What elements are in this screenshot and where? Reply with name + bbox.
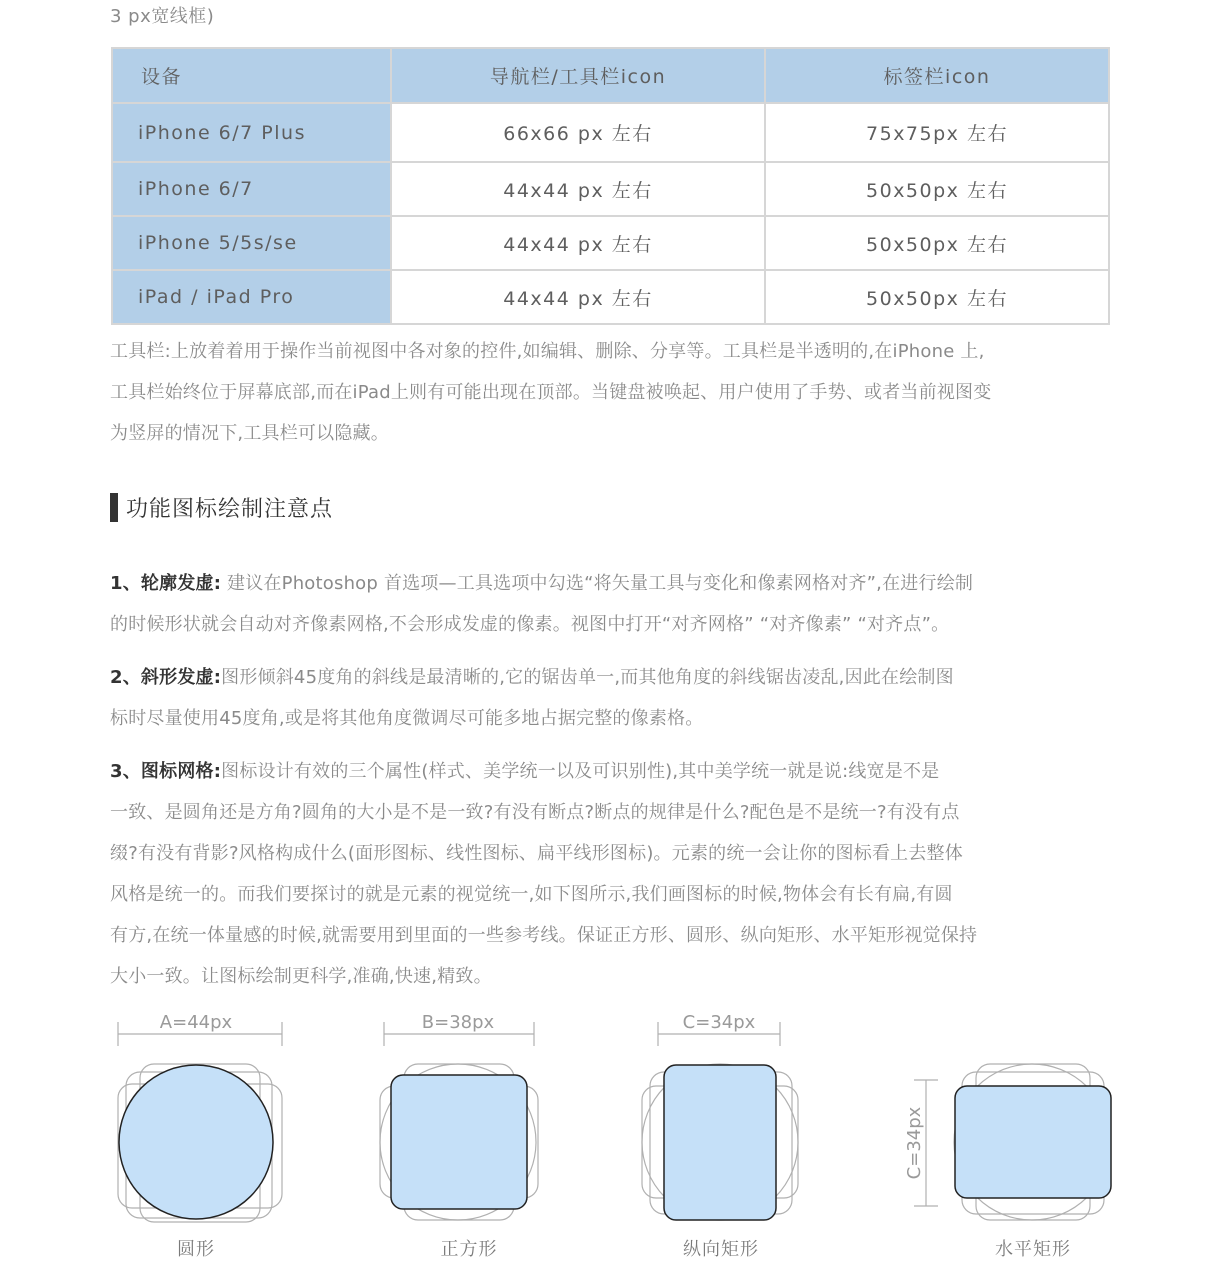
point-label: 3、图标网格:: [110, 761, 222, 782]
table-header-row: [112, 48, 1109, 103]
point-text: 一致、是圆角还是方角?圆角的大小是不是一致?有没有断点?断点的规律是什么?配色是不是统一?有没有点: [110, 802, 960, 823]
table-row: [112, 162, 1109, 216]
caption-circle: 圆形: [177, 1239, 215, 1260]
point-1: [110, 563, 1140, 645]
caption-horizontal-rect: 水平矩形: [995, 1239, 1071, 1260]
header-tab-icon: 标签栏icon: [765, 48, 1109, 103]
square-shape: [391, 1075, 527, 1209]
point-text: 有方,在统一体量感的时候,就需要用到里面的一些参考线。保证正方形、圆形、纵向矩形、水平矩形视觉保持: [110, 925, 978, 946]
device-cell: iPhone 6/7 Plus: [112, 103, 391, 162]
table-row: [112, 103, 1109, 162]
nav-size-cell: 44x44 px 左右: [391, 162, 765, 216]
point-label: 2、斜形发虚:: [110, 667, 222, 688]
point-2: [110, 657, 1140, 739]
icon-size-table: [111, 47, 1110, 325]
point-text: 标时尽量使用45度角,或是将其他角度微调尽可能多地占据完整的像素格。: [110, 708, 704, 729]
icon-grid-diagram: [0, 1000, 1223, 1232]
intro-tail-text: 3 px宽线框): [110, 6, 215, 27]
toolbar-description: [110, 331, 1140, 454]
point-label: 1、轮廓发虚:: [110, 573, 222, 594]
nav-size-cell: 44x44 px 左右: [391, 216, 765, 270]
circle-shape: [119, 1065, 273, 1219]
dim-label-a: A=44px: [159, 1012, 233, 1033]
table-row: [112, 270, 1109, 324]
header-nav-icon: 导航栏/工具栏icon: [391, 48, 765, 103]
point-text: 大小一致。让图标绘制更科学,准确,快速,精致。: [110, 966, 492, 987]
section-title: 功能图标绘制注意点: [126, 496, 334, 522]
point-text: 缀?有没有背影?风格构成什么(面形图标、线性图标、扁平线形图标)。元素的统一会让你的图标看上去整体: [110, 843, 963, 864]
point-text: 风格是统一的。而我们要探讨的就是元素的视觉统一,如下图所示,我们画图标的时候,物体会有长有扁,有圆: [110, 884, 953, 905]
device-cell: iPad / iPad Pro: [112, 270, 391, 324]
toolbar-line: 工具栏始终位于屏幕底部,而在iPad上则有可能出现在顶部。当键盘被唤起、用户使用了手势、或者当前视图变: [110, 382, 992, 403]
point-text: 的时候形状就会自动对齐像素网格,不会形成发虚的像素。视图中打开“对齐网格” “对齐像素” “对齐点”。: [110, 614, 950, 635]
dim-label-b: B=38px: [421, 1012, 495, 1033]
header-device: 设备: [112, 48, 391, 103]
caption-vertical-rect: 纵向矩形: [683, 1239, 759, 1260]
nav-size-cell: 66x66 px 左右: [391, 103, 765, 162]
tab-size-cell: 75x75px 左右: [765, 103, 1109, 162]
device-cell: iPhone 6/7: [112, 162, 391, 216]
point-text: 建议在Photoshop 首选项—工具选项中勾选“将矢量工具与变化和像素网格对齐”,在进行绘制: [221, 573, 974, 594]
tab-size-cell: 50x50px 左右: [765, 270, 1109, 324]
tab-size-cell: 50x50px 左右: [765, 162, 1109, 216]
point-text: 图标设计有效的三个属性(样式、美学统一以及可识别性),其中美学统一就是说:线宽是不是: [221, 761, 940, 782]
point-3: [110, 751, 1140, 997]
caption-square: 正方形: [440, 1239, 498, 1260]
toolbar-line: 为竖屏的情况下,工具栏可以隐藏。: [110, 423, 389, 444]
dim-label-c-vertical: C=34px: [904, 1106, 925, 1180]
heading-bar: [110, 493, 118, 522]
dim-label-c: C=34px: [682, 1012, 756, 1033]
device-cell: iPhone 5/5s/se: [112, 216, 391, 270]
vertical-rect-shape: [664, 1065, 776, 1220]
point-text: 图形倾斜45度角的斜线是最清晰的,它的锯齿单一,而其他角度的斜线锯齿凌乱,因此在绘制图: [221, 667, 954, 688]
nav-size-cell: 44x44 px 左右: [391, 270, 765, 324]
horizontal-rect-shape: [955, 1086, 1111, 1198]
table-row: [112, 216, 1109, 270]
tab-size-cell: 50x50px 左右: [765, 216, 1109, 270]
section-heading: [110, 492, 333, 522]
toolbar-line: 工具栏:上放着着用于操作当前视图中各对象的控件,如编辑、删除、分享等。工具栏是半透明的,在iPhone 上,: [110, 341, 985, 362]
